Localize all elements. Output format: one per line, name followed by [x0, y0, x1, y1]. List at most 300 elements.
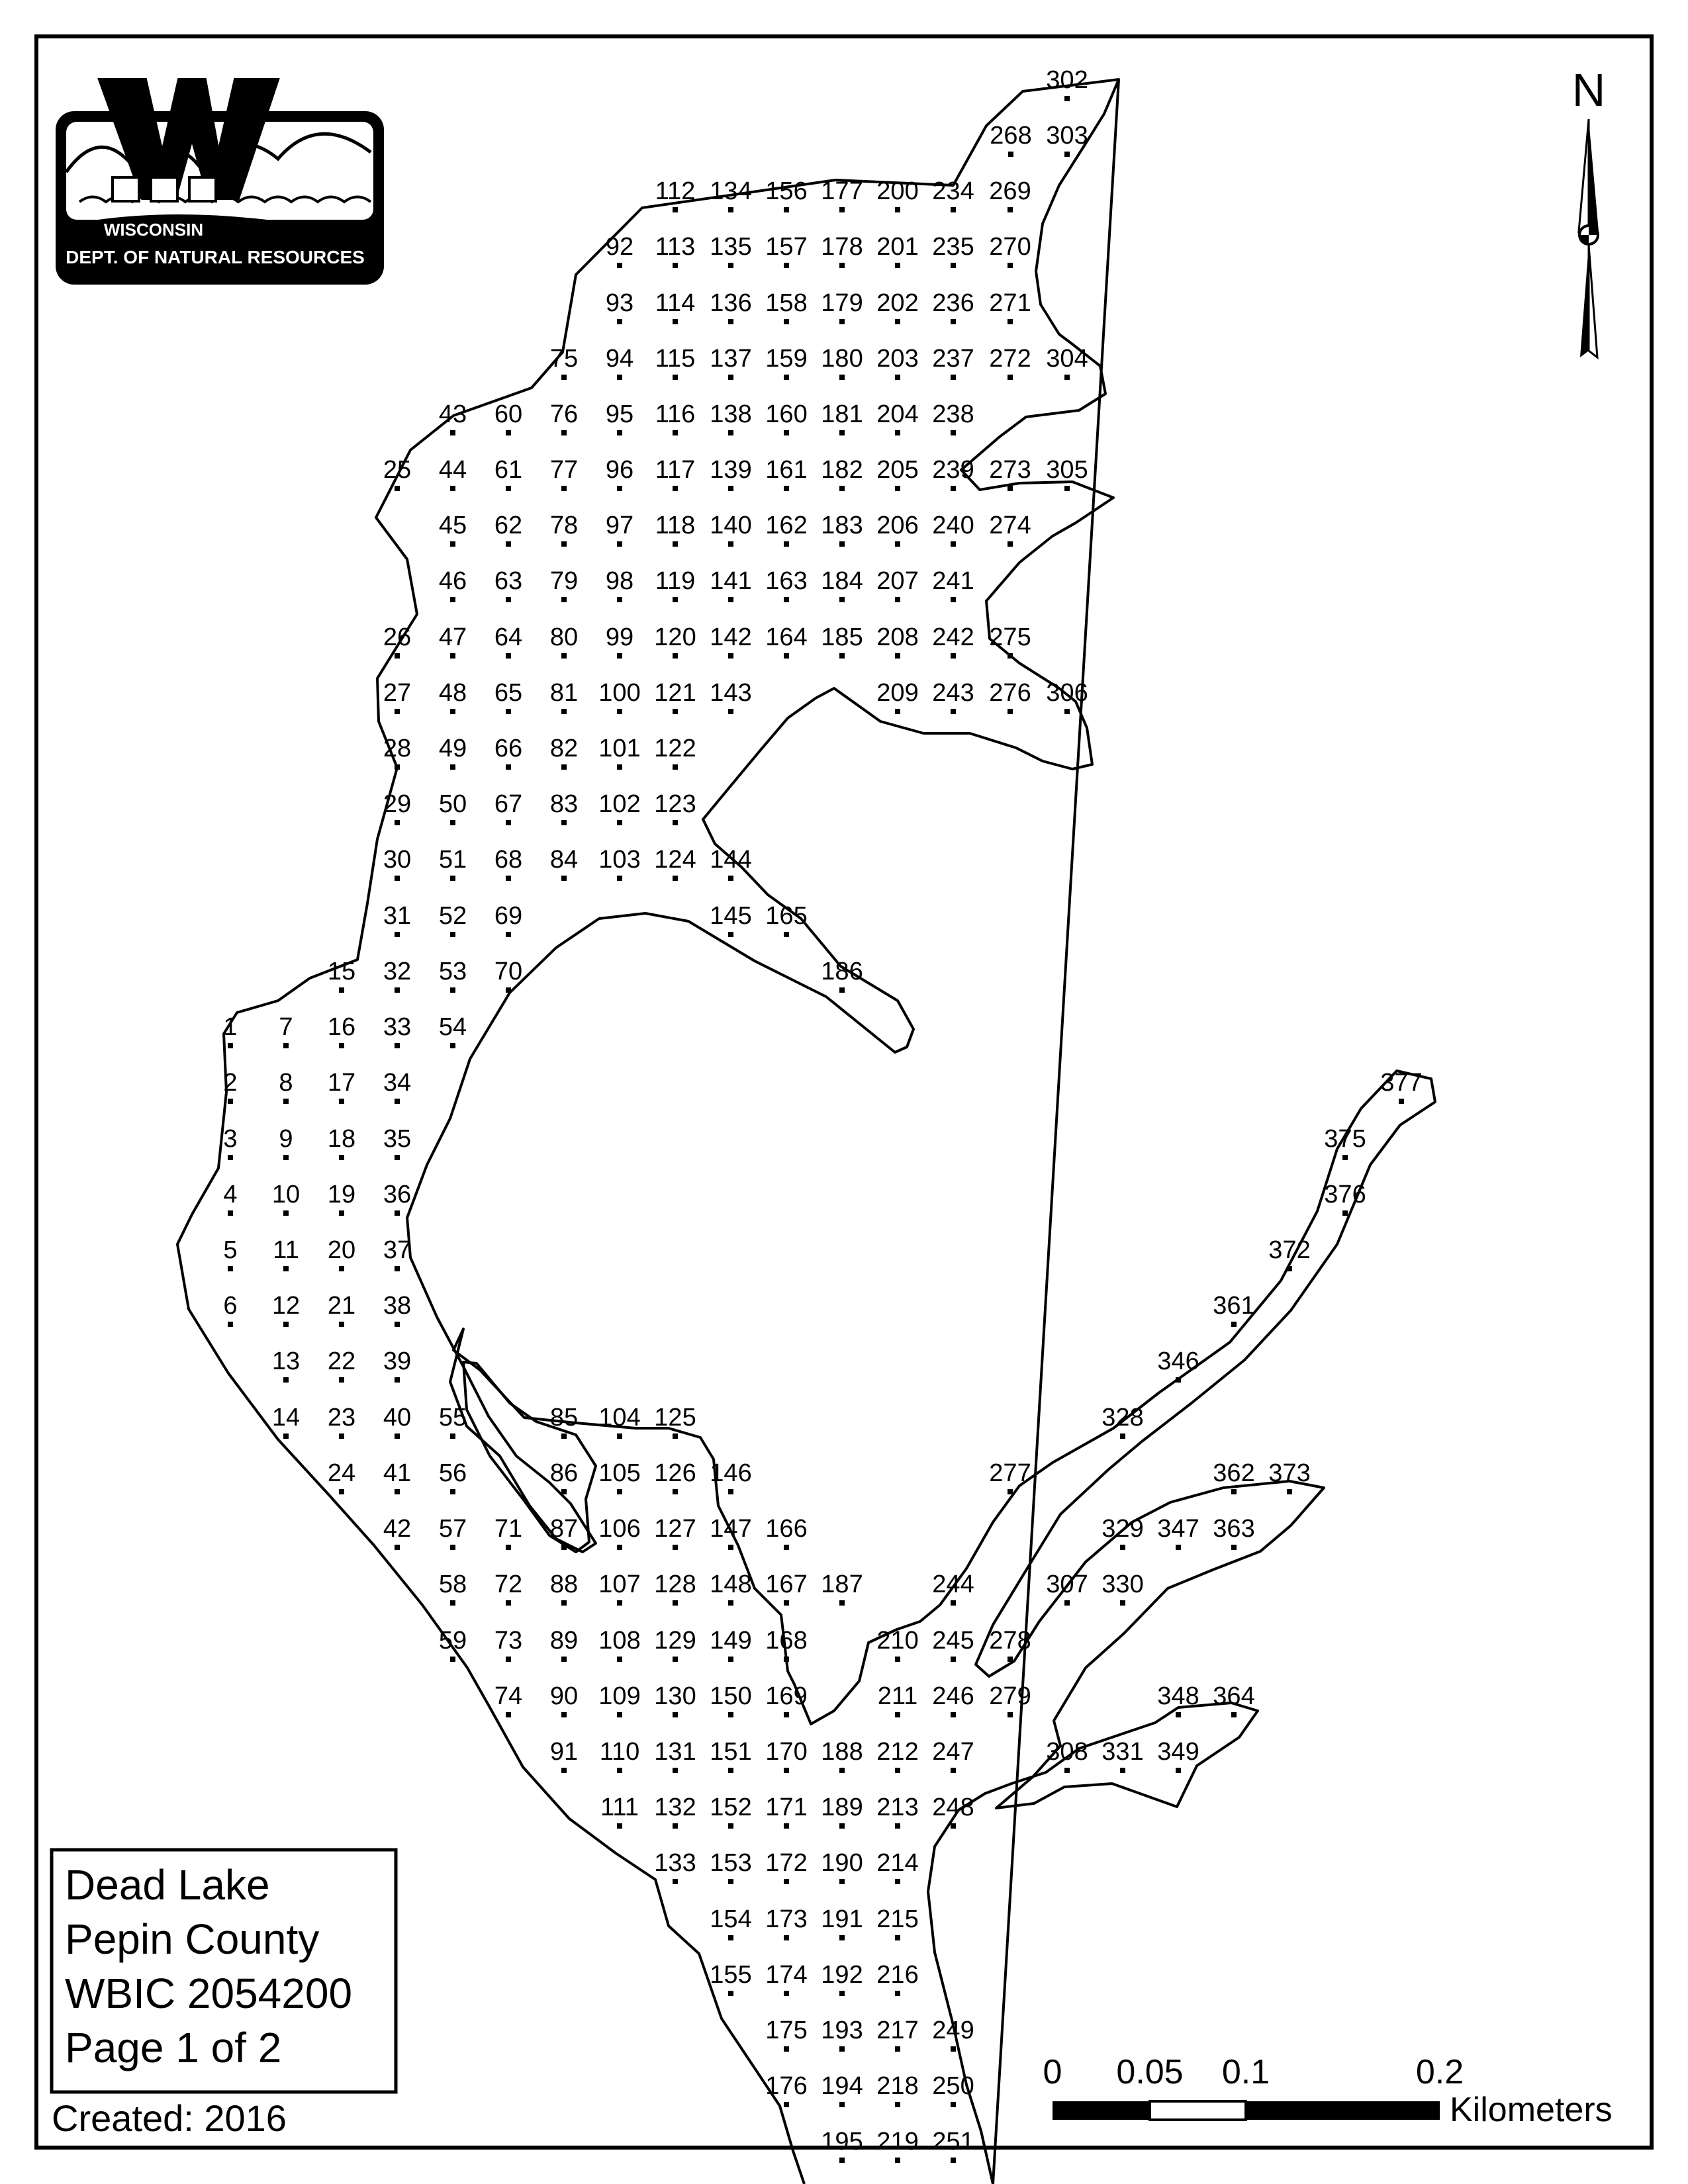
sample-point-marker [506, 486, 511, 491]
sample-point-marker [673, 541, 678, 547]
sample-point-label: 217 [876, 2017, 919, 2044]
sample-point-marker [617, 764, 622, 770]
sample-point-marker [839, 207, 845, 212]
sample-point-marker [283, 1433, 289, 1439]
sample-point-label: 103 [598, 846, 641, 874]
sample-point [439, 679, 467, 714]
sample-point-label: 377 [1380, 1069, 1423, 1097]
sample-point-label: 74 [494, 1682, 523, 1710]
sample-point-label: 205 [876, 456, 919, 484]
sample-point [821, 512, 863, 547]
sample-point-marker [617, 1600, 622, 1606]
sample-point-marker [784, 207, 789, 212]
sample-point-label: 156 [765, 177, 808, 205]
sample-point-marker [1064, 96, 1070, 101]
sample-point [876, 1794, 918, 1829]
sample-point-marker [395, 1155, 400, 1160]
sample-point [765, 623, 807, 659]
sample-point [932, 1738, 974, 1773]
sample-point-marker [673, 263, 678, 268]
sample-point-marker [1176, 1377, 1181, 1383]
sample-point-marker [561, 709, 567, 714]
sample-point-marker [450, 1489, 455, 1494]
sample-point-marker [617, 1489, 622, 1494]
sample-point-marker [561, 764, 567, 770]
sample-point-marker [951, 1823, 956, 1829]
sample-point-label: 202 [876, 289, 919, 317]
sample-point-marker [561, 1768, 567, 1773]
sample-point-marker [1176, 1545, 1181, 1550]
sample-point-label: 236 [932, 289, 974, 317]
sample-point-marker [951, 1768, 956, 1773]
sample-point-label: 50 [438, 790, 467, 818]
lake-name: Dead Lake [65, 1861, 270, 1909]
sample-point-marker [784, 486, 789, 491]
sample-point-label: 275 [989, 623, 1031, 651]
sample-point-marker [728, 541, 733, 547]
sample-point-marker [895, 541, 900, 547]
sample-point-label: 83 [549, 790, 579, 818]
sample-point-label: 65 [494, 679, 523, 707]
sample-point [821, 1905, 863, 1940]
sample-point-marker [1231, 1545, 1237, 1550]
sample-point-label: 93 [605, 289, 634, 317]
sample-point [328, 958, 355, 993]
sample-point-label: 94 [605, 345, 634, 373]
sample-point-marker [728, 486, 733, 491]
sample-point [765, 2072, 807, 2107]
sample-point-label: 43 [438, 400, 467, 428]
sample-point-label: 95 [605, 400, 634, 428]
sample-point [876, 2072, 918, 2107]
scale-bar [1043, 2053, 1613, 2129]
sample-point [550, 1570, 578, 1606]
sample-point-label: 77 [549, 456, 579, 484]
sample-point [439, 735, 467, 770]
sample-point-marker [450, 1657, 455, 1662]
sample-point-marker [951, 653, 956, 659]
sample-point-marker [784, 597, 789, 602]
sample-point [876, 679, 918, 714]
sample-point [279, 1069, 293, 1104]
sample-point-marker [1120, 1545, 1125, 1550]
sample-point-label: 246 [932, 1682, 974, 1710]
sample-point [821, 456, 863, 491]
sample-point-marker [673, 1657, 678, 1662]
sample-point-label: 216 [876, 1961, 919, 1989]
sample-point-label: 45 [438, 512, 467, 539]
sample-point-label: 328 [1102, 1404, 1144, 1432]
sample-point [494, 1515, 522, 1550]
sample-point-marker [506, 1657, 511, 1662]
sample-point [598, 1570, 640, 1606]
sample-point-marker [506, 820, 511, 825]
sample-point-marker [339, 987, 344, 993]
sample-point-label: 136 [710, 289, 752, 317]
sample-point-label: 8 [279, 1069, 293, 1097]
sample-point [654, 1794, 696, 1829]
sample-point-marker [339, 1155, 344, 1160]
sample-point-label: 52 [438, 902, 467, 930]
sample-point [1213, 1682, 1254, 1717]
sample-point-label: 329 [1102, 1515, 1144, 1543]
sample-point-marker [728, 1489, 733, 1494]
sample-point-label: 158 [765, 289, 808, 317]
sample-point [439, 1404, 467, 1439]
sample-point-label: 155 [710, 1961, 752, 1989]
sample-point-marker [895, 2102, 900, 2107]
sample-point [598, 735, 640, 770]
sample-point-label: 245 [932, 1627, 974, 1655]
sample-point-label: 251 [932, 2128, 974, 2156]
sample-point-marker [728, 1600, 733, 1606]
sample-point-marker [1064, 375, 1070, 380]
sample-point-label: 178 [821, 233, 863, 261]
sample-point-label: 193 [821, 2017, 863, 2044]
sample-point-label: 116 [655, 400, 696, 428]
sample-point [550, 735, 578, 770]
sample-point-marker [1064, 1600, 1070, 1606]
sample-point-marker [1176, 1712, 1181, 1717]
sample-point-marker [283, 1377, 289, 1383]
sample-point [550, 400, 578, 435]
sample-point [876, 1627, 918, 1662]
sample-point-label: 244 [932, 1570, 974, 1598]
sample-point-label: 373 [1268, 1459, 1311, 1487]
sample-point-marker [728, 1823, 733, 1829]
sample-point-marker [561, 375, 567, 380]
sample-point [710, 846, 751, 881]
sample-point [383, 679, 411, 714]
sample-point-marker [839, 1879, 845, 1884]
sample-point-marker [506, 653, 511, 659]
sample-point-marker [283, 1322, 289, 1327]
sample-point-marker [839, 430, 845, 435]
sample-point-marker [395, 1210, 400, 1216]
sample-point [494, 790, 522, 825]
sample-point-marker [395, 1433, 400, 1439]
sample-point-marker [728, 1657, 733, 1662]
sample-point-label: 191 [821, 1905, 863, 1933]
sample-point-marker [839, 987, 845, 993]
sample-point-marker [728, 1712, 733, 1717]
sample-point-marker [561, 653, 567, 659]
sample-point [1157, 1515, 1199, 1550]
sample-point [710, 512, 751, 547]
sample-point-marker [895, 1935, 900, 1940]
sample-point [990, 122, 1031, 157]
sample-point-label: 30 [383, 846, 412, 874]
sample-point [383, 1292, 411, 1327]
sample-point-label: 180 [821, 345, 863, 373]
sample-point [439, 1627, 467, 1662]
sample-point-label: 150 [710, 1682, 752, 1710]
sample-point-marker [1008, 152, 1013, 157]
sample-point [655, 567, 696, 602]
sample-point [765, 289, 807, 324]
sample-point-marker [395, 1043, 400, 1048]
sample-point-label: 108 [598, 1627, 641, 1655]
sample-point-marker [450, 820, 455, 825]
sample-point-marker [395, 486, 400, 491]
sample-point-marker [561, 1600, 567, 1606]
sample-point [878, 1682, 918, 1717]
sample-point [876, 1961, 918, 1996]
sample-point [494, 846, 522, 881]
sample-point [328, 1069, 355, 1104]
sample-point [598, 1515, 640, 1550]
scale-tick-0: 0 [1043, 2053, 1062, 2091]
sample-point [383, 1236, 411, 1271]
sample-point [932, 345, 974, 380]
sample-point-marker [673, 430, 678, 435]
sample-point-marker [1008, 263, 1013, 268]
sample-point [272, 1292, 300, 1327]
sample-point [932, 400, 974, 435]
sample-point-label: 102 [598, 790, 641, 818]
sample-point-label: 6 [223, 1292, 238, 1320]
sample-point-marker [395, 1099, 400, 1104]
sample-point-label: 160 [765, 400, 808, 428]
sample-point-label: 137 [710, 345, 752, 373]
sample-point-marker [839, 486, 845, 491]
sample-point-label: 179 [821, 289, 863, 317]
sample-point [383, 456, 411, 491]
sample-point-label: 57 [438, 1515, 467, 1543]
sample-point-label: 34 [383, 1069, 412, 1097]
sample-point [439, 958, 467, 993]
sample-point-marker [1008, 207, 1013, 212]
sample-point [710, 1738, 751, 1773]
sample-point [598, 846, 640, 881]
sample-point [550, 623, 578, 659]
sample-point-label: 12 [271, 1292, 301, 1320]
sample-point-marker [895, 263, 900, 268]
sample-point-label: 38 [383, 1292, 412, 1320]
sample-point [606, 623, 633, 659]
sample-point-marker [339, 1210, 344, 1216]
sample-point-marker [728, 653, 733, 659]
sample-point [654, 790, 696, 825]
sample-point-label: 70 [494, 958, 523, 985]
wbic-code: WBIC 2054200 [65, 1970, 353, 2017]
sample-point [550, 567, 578, 602]
sample-point [876, 400, 918, 435]
sample-point-marker [839, 1823, 845, 1829]
sample-point-marker [895, 1991, 900, 1996]
sample-point [765, 1627, 807, 1662]
sample-point-label: 41 [383, 1459, 412, 1487]
sample-point [606, 233, 633, 268]
sample-point-label: 162 [765, 512, 808, 539]
sample-point-label: 151 [710, 1738, 752, 1766]
sample-point [606, 345, 633, 380]
sample-point-marker [339, 1377, 344, 1383]
sample-point-label: 363 [1213, 1515, 1255, 1543]
sample-point-label: 119 [655, 567, 696, 595]
sample-point-label: 85 [549, 1404, 579, 1432]
sample-point [273, 1236, 299, 1271]
sample-point-marker [784, 1935, 789, 1940]
sample-point-marker [283, 1155, 289, 1160]
sample-point-label: 118 [655, 512, 696, 539]
created-date: Created: 2016 [52, 2097, 287, 2139]
sample-point-label: 305 [1046, 456, 1088, 484]
sample-point-marker [784, 1545, 789, 1550]
sample-point-label: 185 [821, 623, 863, 651]
sample-point [550, 1682, 578, 1717]
sample-point-label: 214 [876, 1849, 919, 1877]
sample-point-label: 181 [821, 400, 863, 428]
sample-point [654, 623, 696, 659]
sample-point-marker [839, 2158, 845, 2163]
sample-point-label: 80 [549, 623, 579, 651]
sample-point-label: 331 [1102, 1738, 1144, 1766]
sample-point-label: 127 [654, 1515, 696, 1543]
sample-point [710, 1627, 751, 1662]
sample-point [606, 400, 633, 435]
sample-point-marker [728, 1545, 733, 1550]
sample-point-label: 203 [876, 345, 919, 373]
sample-point-marker [728, 430, 733, 435]
sample-point-marker [506, 932, 511, 937]
sample-point-label: 153 [710, 1849, 752, 1877]
sample-point [439, 456, 467, 491]
sample-point-label: 235 [932, 233, 974, 261]
sample-point [328, 1181, 355, 1216]
sample-point-marker [561, 430, 567, 435]
sample-point [876, 345, 918, 380]
sample-point-label: 306 [1046, 679, 1088, 707]
sample-point-marker [561, 820, 567, 825]
sample-point-marker [506, 1545, 511, 1550]
sample-point [876, 1905, 918, 1940]
sample-point-marker [784, 263, 789, 268]
sample-point-label: 39 [383, 1347, 412, 1375]
sample-point-label: 98 [605, 567, 634, 595]
sample-point-marker [673, 486, 678, 491]
sample-point-marker [617, 541, 622, 547]
sample-point-label: 237 [932, 345, 974, 373]
sample-point-label: 90 [549, 1682, 579, 1710]
sample-point [876, 2128, 918, 2163]
sample-point [1102, 1738, 1143, 1773]
sample-point-label: 168 [765, 1627, 808, 1655]
sample-point-marker [728, 207, 733, 212]
sample-point [932, 1682, 974, 1717]
sample-point-label: 97 [605, 512, 634, 539]
sample-point-marker [784, 1768, 789, 1773]
sample-point-marker [839, 541, 845, 547]
sample-point-label: 154 [710, 1905, 752, 1933]
sample-point-label: 242 [932, 623, 974, 651]
sample-point-label: 147 [710, 1515, 752, 1543]
sample-point-label: 194 [821, 2072, 863, 2100]
sample-point [223, 1236, 237, 1271]
sample-point [710, 1794, 751, 1829]
sample-point-label: 1 [223, 1013, 238, 1041]
sample-point [550, 790, 578, 825]
sample-point [710, 679, 751, 714]
sample-point-label: 42 [383, 1515, 412, 1543]
sample-point [654, 846, 696, 881]
sample-point-marker [450, 1043, 455, 1048]
sample-point [989, 679, 1031, 714]
sample-point-label: 362 [1213, 1459, 1255, 1487]
sample-point [550, 846, 578, 881]
sample-point-label: 18 [327, 1125, 356, 1153]
sample-point-marker [1064, 1768, 1070, 1773]
sample-point-marker [395, 1489, 400, 1494]
sample-point [655, 233, 696, 268]
sample-point-label: 31 [383, 902, 412, 930]
sample-point-marker [839, 597, 845, 602]
sample-point [765, 177, 807, 212]
sample-point [932, 233, 974, 268]
sample-point-label: 11 [273, 1236, 299, 1264]
sample-point-marker [506, 987, 511, 993]
sample-point-marker [673, 1489, 678, 1494]
sample-point-label: 139 [710, 456, 752, 484]
sample-point-marker [1399, 1099, 1404, 1104]
sample-point-marker [339, 1489, 344, 1494]
sample-point-label: 330 [1102, 1570, 1144, 1598]
sample-point-label: 133 [654, 1849, 696, 1877]
sample-point-label: 213 [876, 1794, 919, 1821]
sample-point [1102, 1570, 1143, 1606]
sample-point [383, 1181, 411, 1216]
sample-point-label: 140 [710, 512, 752, 539]
sample-point [1157, 1738, 1199, 1773]
sample-point-label: 53 [438, 958, 467, 985]
sample-point [876, 233, 918, 268]
sample-point-label: 9 [279, 1125, 293, 1153]
sample-point-marker [339, 1433, 344, 1439]
sample-point [494, 623, 522, 659]
sample-point-label: 67 [494, 790, 523, 818]
sample-point-label: 349 [1157, 1738, 1199, 1766]
sample-point-label: 171 [765, 1794, 808, 1821]
sample-point-label: 169 [765, 1682, 808, 1710]
sample-point-marker [1120, 1433, 1125, 1439]
sample-point-marker [617, 653, 622, 659]
sample-point [654, 1459, 696, 1494]
sample-point-marker [617, 1768, 622, 1773]
sample-point-marker [784, 653, 789, 659]
sample-point [383, 735, 411, 770]
sample-point-marker [617, 876, 622, 881]
sample-point-label: 208 [876, 623, 919, 651]
sample-point-marker [673, 319, 678, 324]
sample-point [223, 1292, 237, 1327]
sample-point [223, 1125, 237, 1160]
sample-point-label: 163 [765, 567, 808, 595]
sample-point-label: 142 [710, 623, 752, 651]
sample-point-marker [895, 597, 900, 602]
sample-point [932, 623, 974, 659]
sample-point-marker [339, 1322, 344, 1327]
sample-point-marker [951, 430, 956, 435]
sample-point [821, 400, 863, 435]
sample-point-marker [395, 1266, 400, 1271]
sample-point-label: 126 [654, 1459, 696, 1487]
sample-point [550, 1627, 578, 1662]
sample-point-marker [784, 430, 789, 435]
sample-point-marker [728, 1991, 733, 1996]
sample-point [1046, 1570, 1088, 1606]
sample-point-marker [395, 932, 400, 937]
sample-point-marker [617, 375, 622, 380]
